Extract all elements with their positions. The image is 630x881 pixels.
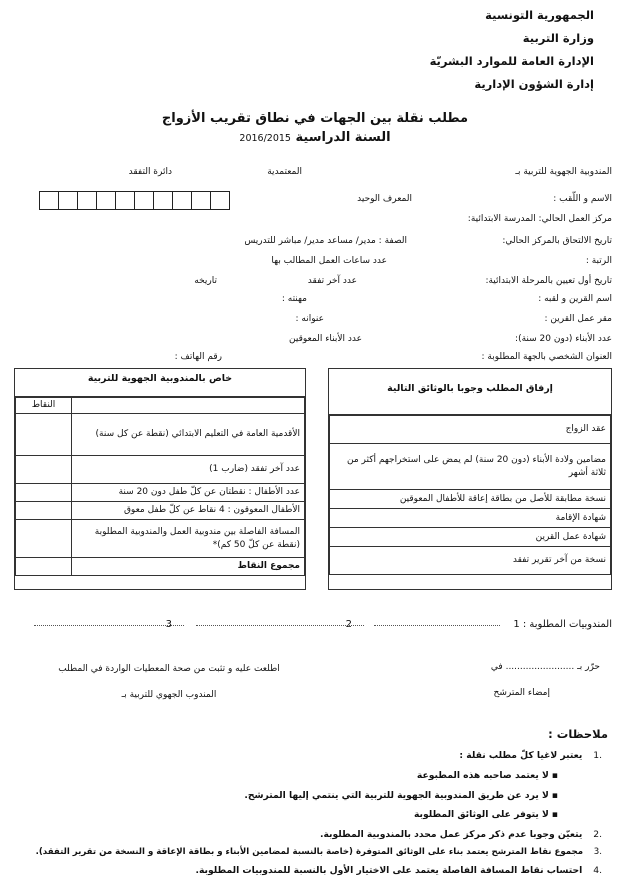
document-item: عقد الزواج bbox=[330, 416, 611, 444]
address-label: عنوانه : bbox=[295, 314, 324, 324]
unique-id-boxes[interactable] bbox=[40, 191, 230, 210]
requested-office-3: 3 bbox=[165, 619, 172, 630]
ministry-header bbox=[394, 4, 594, 96]
form-title: مطلب نقلة بين الجهات في نطاق تقريب الأزواج bbox=[161, 111, 469, 126]
name-label: الاسم و اللّقب : bbox=[553, 194, 612, 204]
note-2 bbox=[20, 827, 602, 842]
written-in-label: حرّر بـ bbox=[577, 662, 600, 672]
its-date-label: تاريخه bbox=[194, 276, 217, 286]
row-children bbox=[12, 330, 612, 348]
note-number: .4 bbox=[593, 865, 602, 876]
row-center bbox=[12, 210, 612, 228]
header-line: الجمهورية التونسية bbox=[485, 8, 594, 22]
unique-id-label: المعرف الوحيد bbox=[357, 194, 412, 204]
points-cell[interactable] bbox=[16, 456, 72, 484]
note-3 bbox=[20, 845, 602, 860]
children-count-label: عدد الأبناء (دون 20 سنة): bbox=[515, 334, 612, 344]
points-total-label: مجموع النقاط bbox=[72, 558, 305, 576]
note-1-sub bbox=[20, 768, 558, 783]
points-box bbox=[14, 368, 306, 590]
accredited-label: المعتمدية bbox=[267, 167, 302, 177]
requested-office-2: 2 bbox=[345, 619, 352, 630]
header-line: الإدارة العامة للموارد البشريّة bbox=[429, 54, 594, 68]
points-box-title: خاص بالمندوبية الجهوية للتربية bbox=[15, 369, 305, 397]
bullet-icon: ▪ bbox=[551, 809, 558, 820]
capacity-label: الصفة : مدير/ مساعد مدير/ مباشر للتدريس bbox=[244, 236, 407, 246]
document-item: شهادة الإقامة bbox=[330, 509, 611, 528]
documents-box-title: إرفاق المطلب وجوبا بالوثائق التالية bbox=[329, 369, 611, 415]
note-sub-text: لا يرد عن طريق المندوبية الجهوية للتربية التي ينتمي إليها المترشح. bbox=[244, 790, 549, 801]
school-year-line bbox=[0, 130, 630, 145]
joining-date-label: تاريخ الالتحاق بالمركز الحالي: bbox=[502, 236, 612, 246]
note-number: .2 bbox=[593, 829, 602, 840]
regional-office-label: المندوبية الجهوية للتربية بـ bbox=[515, 167, 612, 177]
note-text: يعتبر لاغيا كلّ مطلب نقلة : bbox=[459, 750, 583, 761]
documents-box bbox=[328, 368, 612, 590]
phone-label: رقم الهاتف : bbox=[174, 352, 222, 362]
regional-delegate-label: المندوب الجهوي للتربية بـ bbox=[121, 690, 217, 700]
document-item: نسخة من آخر تقرير تفقد bbox=[330, 547, 611, 575]
points-column-header: النقاط bbox=[16, 398, 72, 414]
spouse-workplace-label: مقر عمل القرين : bbox=[544, 314, 612, 324]
row-spouse bbox=[12, 290, 612, 308]
note-text: يتعيّن وجوبا عدم ذكر مركز عمل محدد بالمندوبية المطلوبة. bbox=[320, 829, 583, 840]
points-table bbox=[15, 397, 305, 576]
note-1-sub bbox=[20, 807, 558, 822]
points-cell[interactable] bbox=[16, 520, 72, 558]
header-line: إدارة الشؤون الإدارية bbox=[474, 77, 594, 91]
document-item: نسخة مطابقة للأصل من بطاقة إعاقة للأطفال المعوقين bbox=[330, 490, 611, 509]
note-1-sub bbox=[20, 788, 558, 803]
current-center-label: مركز العمل الحالي: المدرسة الابتدائية: bbox=[467, 214, 612, 224]
school-year-value: 2016/2015 bbox=[239, 133, 291, 144]
row-spouse-work bbox=[12, 310, 612, 328]
points-cell[interactable] bbox=[16, 414, 72, 456]
candidate-signature-label: إمضاء المترشح bbox=[493, 688, 550, 698]
note-sub-text: لا يعتمد صاحبه هذه المطبوعة bbox=[416, 770, 549, 781]
points-cell[interactable] bbox=[16, 502, 72, 520]
note-1 bbox=[20, 748, 602, 763]
on-label: في bbox=[490, 662, 503, 672]
note-number: .1 bbox=[593, 750, 602, 761]
note-text: احتساب نقاط المسافة الفاصلة يعتمد على الاختيار الأول بالنسبة للمندوبيات المطلوبة. bbox=[195, 865, 583, 876]
note-text: مجموع نقاط المترشح يعتمد بناء على الوثائق المتوفرة (خاصة بالنسبة لمضامين الأبناء و بطاقة الإعاقة و النسخة من تقرير التفقد). bbox=[35, 847, 584, 857]
disabled-children-label: عدد الأبناء المعوقين bbox=[289, 334, 362, 344]
inspection-area-label: دائرة التفقد bbox=[128, 167, 172, 177]
documents-table bbox=[329, 415, 611, 575]
reviewed-label: اطلعت عليه و تثبت من صحة المعطيات الواردة في المطلب bbox=[58, 664, 280, 674]
points-item: عدد آخر تفقد (ضارب 1) bbox=[72, 456, 305, 484]
points-cell[interactable] bbox=[16, 484, 72, 502]
required-hours-label: عدد ساعات العمل المطالب بها bbox=[271, 256, 387, 266]
bullet-icon: ▪ bbox=[551, 790, 558, 801]
points-item: الأطفال المعوقون : 4 نقاط عن كلّ طفل معوق bbox=[72, 502, 305, 520]
row-personal-address bbox=[12, 348, 612, 366]
note-4 bbox=[20, 863, 602, 878]
notes-title: ملاحظات : bbox=[548, 727, 608, 741]
requested-offices-label: المندوبيات المطلوبة : 1 bbox=[513, 619, 612, 630]
note-number: .3 bbox=[593, 847, 602, 857]
row-appointment bbox=[12, 272, 612, 290]
spouse-name-label: اسم القرين و لقبه : bbox=[538, 294, 612, 304]
points-total-cell[interactable] bbox=[16, 558, 72, 576]
row-joining bbox=[12, 232, 612, 250]
document-item: شهادة عمل القرين bbox=[330, 528, 611, 547]
row-rank bbox=[12, 252, 612, 270]
school-year-label: السنة الدراسية bbox=[295, 130, 391, 145]
bullet-icon: ▪ bbox=[551, 770, 558, 781]
rank-label: الرتبة : bbox=[585, 256, 612, 266]
note-sub-text: لا يتوفر على الوثائق المطلوبة bbox=[413, 809, 549, 820]
first-appointment-label: تاريخ أول تعيين بالمرحلة الابتدائية: bbox=[485, 276, 612, 286]
document-item: مضامين ولادة الأبناء (دون 20 سنة) لم يمض على استخراجهم أكثر من ثلاثة أشهر bbox=[330, 444, 611, 490]
points-item: الأقدمية العامة في التعليم الابتدائي (نقطة عن كل سنة) bbox=[72, 414, 305, 456]
delegate-signature-block bbox=[34, 662, 304, 702]
header-line: وزارة التربية bbox=[522, 31, 594, 45]
points-item: المسافة الفاصلة بين مندوبية العمل والمندوبية المطلوبة (نقطة عن كلّ 50 كم)* bbox=[72, 520, 305, 558]
candidate-signature-block: حرّر بـ ........................ في إمضاء المترشح bbox=[400, 660, 600, 700]
last-inspection-label: عدد آخر تفقد bbox=[307, 276, 357, 286]
personal-address-label: العنوان الشخصي بالجهة المطلوبة : bbox=[481, 352, 612, 362]
profession-label: مهنته : bbox=[281, 294, 307, 304]
row-regional bbox=[12, 163, 612, 181]
points-item: عدد الأطفال : نقطتان عن كلّ طفل دون 20 سنة bbox=[72, 484, 305, 502]
